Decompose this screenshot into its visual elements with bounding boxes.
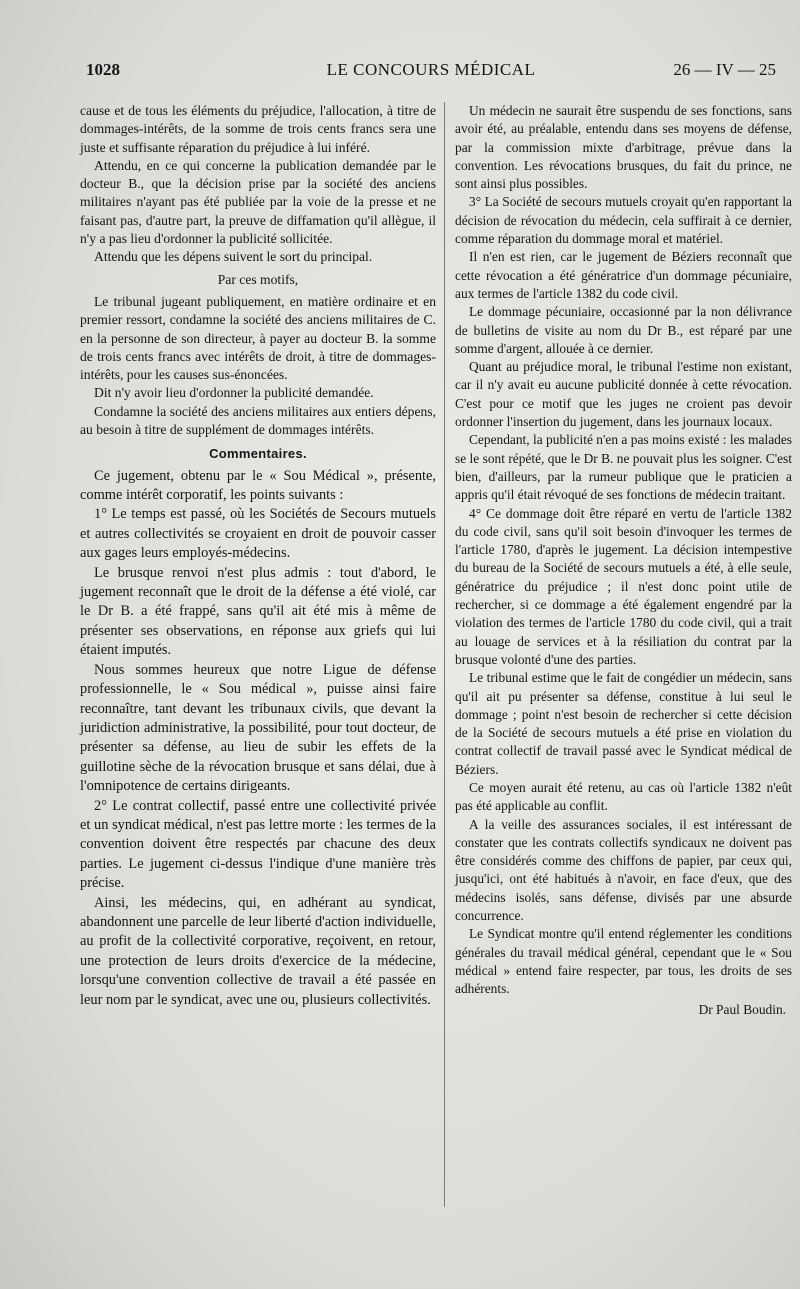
paragraph: Attendu, en ce qui concerne la publication demandée par le docteur B., que la décision prise par la société des anciens militaires n'ayant pas été publiée par la voie de la presse et ne faisant pas, d'autre part, la preuve de diffamation qu'il allègue, il n'y a pas lieu d'ordonner la publicité sollicitée.	[80, 157, 436, 247]
section-title: Commentaires.	[209, 446, 307, 462]
paragraph: Quant au préjudice moral, le tribunal l'estime non existant, car il n'y avait eu aucune publicité donnée à cette révocation. C'est pour ce motif que les juges ne croient pas devoir ordonner l'insertion du jugement, dans les journaux locaux.	[455, 359, 792, 430]
paragraph: 3° La Société de secours mutuels croyait qu'en rapportant la décision de révocation du médecin, cela suffirait à ce dernier, comme réparation du dommage moral et matériel.	[455, 194, 792, 247]
paragraph: Nous sommes heureux que notre Ligue de défense professionnelle, le « Sou médical », puisse ainsi faire reconnaître, tant devant les tribunaux civils, que devant la juridiction administrative, la possibilité, pour tout docteur, de présenter sa défense, au lieu de subir les effets de la guillotine sèche de la révocation brusque et sans délai, due à l'omnipotence de certains dirigeants.	[80, 661, 436, 795]
paragraph: Attendu que les dépens suivent le sort du principal.	[94, 249, 373, 265]
commentary	[80, 467, 436, 1010]
paragraph: Cependant, la publicité n'en a pas moins existé : les malades se le sont répété, que le Dr B. ne pouvait plus les soigner. C'est bien, d'ailleurs, par la rumeur publique que le praticien a appris qu'il était révoqué de ses fonctions de médecin traitant.	[455, 432, 792, 503]
paragraph: Il n'en est rien, car le jugement de Béziers reconnaît que cette révocation a été génératrice d'un dommage pécuniaire, aux termes de l'article 1382 du code civil.	[455, 249, 792, 301]
paragraph: Ainsi, les médecins, qui, en adhérant au syndicat, abandonnent une parcelle de leur liberté d'action individuelle, au profit de la collectivité corporative, reçoivent, en retour, une protection de leurs droits d'exercice de la médecine, lorsqu'une convention collective de travail a été passée en leur nom par le syndicat, avec une ou, plusieurs collectivités.	[80, 894, 436, 1008]
paragraph: Le brusque renvoi n'est plus admis : tout d'abord, le jugement reconnaît que le droit de la défense a été violé, car le Dr B. a été frappé, sans qu'il ait été mis à même de présenter ses observations, en réponse aux griefs qui lui étaient imputés.	[80, 564, 436, 659]
right-column	[455, 102, 792, 1019]
paragraph: Par ces motifs,	[217, 271, 299, 287]
issue-date: 26 — IV — 25	[673, 60, 776, 79]
paragraph: cause et de tous les éléments du préjudice, l'allocation, à titre de dommages-intérêts, de la somme de trois cents francs sera une juste et suffisante réparation du préjudice à lui inféré.	[80, 103, 436, 155]
paragraph: Le Syndicat montre qu'il entend réglementer les conditions générales du travail médical général, cependant que le « Sou médical » entend faire respecter, par tous, les droits de ses adhérents.	[455, 926, 792, 997]
paragraph: Condamne la société des anciens militaires aux entiers dépens, au besoin à titre de supplément de dommages intérêts.	[80, 403, 436, 438]
journal-title: LE CONCOURS MÉDICAL	[326, 60, 536, 79]
paragraph: 2° Le contrat collectif, passé entre une collectivité privée et un syndicat médical, n'est pas lettre morte : les termes de la convention doivent être respectés par chacune des deux parties. Le jugement ci-dessus l'indique d'une manière très précise.	[80, 797, 436, 892]
paragraph: Le dommage pécuniaire, occasionné par la non délivrance de bulletins de visite au nom du Dr B., est réparé par une somme d'argent, allouée à ce dernier.	[455, 304, 792, 356]
paragraph: Ce jugement, obtenu par le « Sou Médical », présente, comme intérêt corporatif, les points suivants :	[80, 467, 436, 504]
paragraph: Le tribunal jugeant publiquement, en matière ordinaire et en premier ressort, condamne la société des anciens militaires de C. en la personne de son directeur, à payer au docteur B. la somme de trois cents francs avec intérêts de droit, à titre de dommages-intérêts, pour les causes sus-énoncées.	[80, 293, 436, 383]
paragraph: 1° Le temps est passé, où les Sociétés de Secours mutuels et autres collectivités se croyaient en droit de pouvoir casser aux gages leurs employés-médecins.	[80, 506, 436, 562]
paragraph: Un médecin ne saurait être suspendu de ses fonctions, sans avoir été, au préalable, entendu dans ses moyens de défense, par la commission mixte d'arbitrage, prévue dans la convention. Les révocations brusques, du fait du prince, ne sont ainsi plus possibles.	[455, 103, 792, 192]
paragraph: 4° Ce dommage doit être réparé en vertu de l'article 1382 du code civil, sans qu'il soit besoin d'invoquer les termes de l'article 1780, d'après le jugement. La décision intempestive du bureau de la Société de secours mutuels a été, à elle seule, génératrice du préjudice ; il n'est donc point utile de rechercher, si ce dommage a été également engendré par la violation des termes de l'article 1780 du code civil, qui a trait au louage de services et à la résiliation du contrat par la brusque volonté d'une des parties.	[455, 505, 792, 667]
paragraph: Dit n'y avoir lieu d'ordonner la publicité demandée.	[94, 385, 374, 401]
paragraph: A la veille des assurances sociales, il est intéressant de constater que les contrats collectifs syndicaux ne doivent pas être considérés comme des chiffons de papier, par ceux qui, jusqu'ici, ont été habitués à n'avoir, en face d'eux, que des médecins isolés, sans défense, divisés par une absurde concurrence.	[455, 816, 792, 924]
paragraph: Le tribunal estime que le fait de congédier un médecin, sans qu'il ait pu présenter sa défense, constitue à lui seul le dommage ; point n'est besoin de rechercher si cette décision de la Société de secours mutuels a été prise en violation du contrat collectif de travail passé avec le Syndicat médical de Béziers.	[455, 670, 792, 777]
page-number: 1028	[86, 60, 120, 79]
left-column	[80, 102, 436, 1010]
author-signature: Dr Paul Boudin.	[698, 1001, 786, 1017]
column-divider	[444, 102, 445, 1207]
paragraph: Ce moyen aurait été retenu, au cas où l'article 1382 n'eût pas été applicable au conflit.	[455, 779, 792, 814]
page-header	[86, 60, 776, 82]
